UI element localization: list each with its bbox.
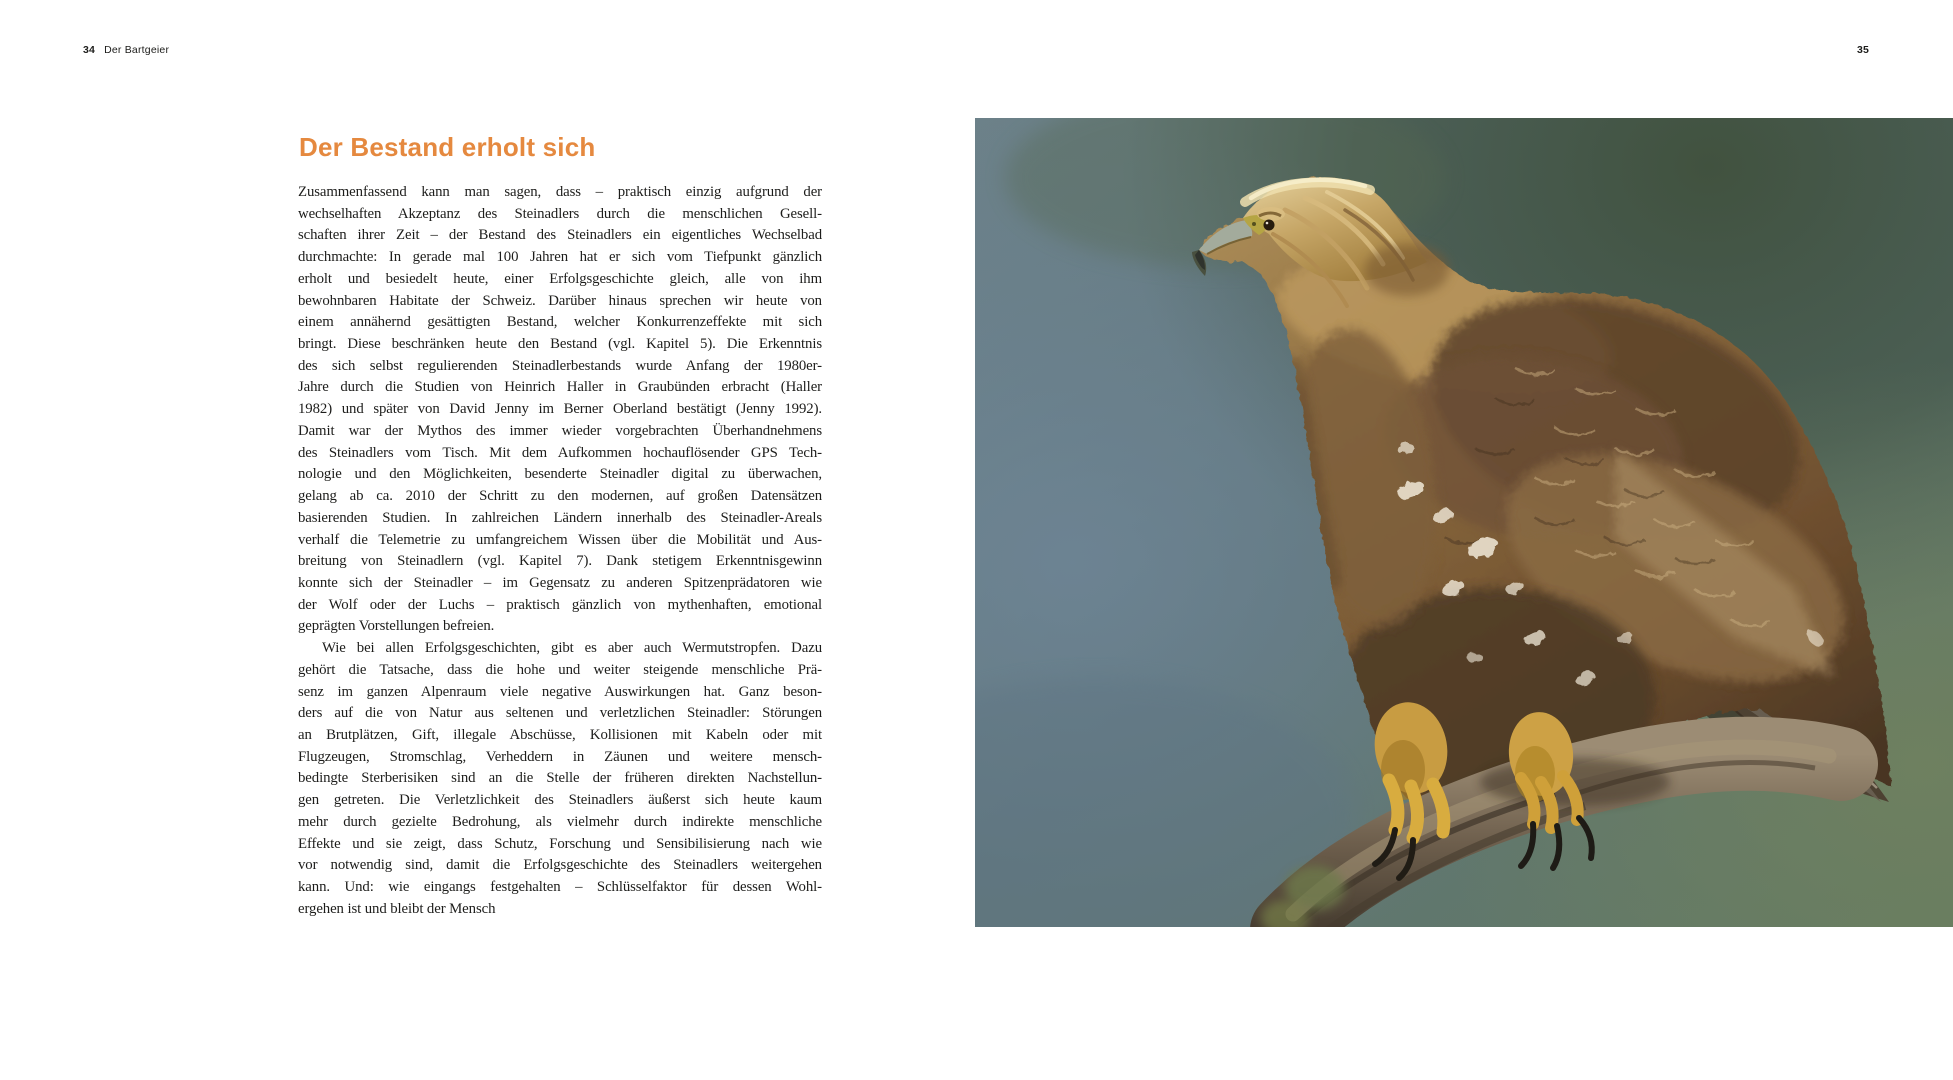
body-text-line: bedingte Sterberisiken sind an die Stelle der früheren direkten Nachstellun- — [298, 770, 822, 787]
body-text-line: Jahre durch die Studien von Heinrich Haller in Graubünden erbracht (Haller — [298, 379, 822, 396]
body-text-line: konnte sich der Steinadler – im Gegensatz zu anderen Spitzenprädatoren wie — [298, 574, 822, 591]
body-text-line: nologie und den Möglichkeiten, besenderte Steinadler digital zu überwachen, — [298, 466, 822, 483]
eagle-photo — [975, 118, 1953, 927]
body-text-line: des Steinadlers vom Tisch. Mit dem Aufkommen hochauflösender GPS Tech- — [298, 444, 822, 461]
body-text-line: an Brutplätzen, Gift, illegale Abschüsse, Kollisionen mit Kabeln oder mit — [298, 726, 822, 743]
body-text-line: breitung von Steinadlern (vgl. Kapitel 7). Dank stetigem Erkenntnisgewinn — [298, 553, 822, 570]
body-text-line: gehört die Tatsache, dass die hohe und weiter steigende menschliche Prä- — [298, 661, 822, 678]
body-text — [298, 182, 822, 920]
page-number-right: 35 — [1857, 44, 1870, 56]
running-header-title: Der Bartgeier — [104, 44, 170, 56]
body-text-line: ergehen ist und bleibt der Mensch — [298, 900, 496, 917]
body-text-line: Damit war der Mythos des immer wieder vorgebrachten Überhandnehmens — [298, 422, 822, 439]
body-text-line: basierenden Studien. In zahlreichen Ländern innerhalb des Steinadler-Areals — [298, 509, 822, 526]
body-text-line: bringt. Diese beschränken heute den Bestand (vgl. Kapitel 5). Die Erkenntnis — [298, 336, 822, 353]
body-text-line: geprägten Vorstellungen befreien. — [298, 618, 495, 635]
body-text-line: kann. Und: wie eingangs festgehalten – Schlüsselfaktor für dessen Wohl- — [298, 879, 822, 895]
body-text-line: Zusammenfassend kann man sagen, dass – praktisch einzig aufgrund der — [298, 184, 822, 200]
section-heading: Der Bestand erholt sich — [299, 132, 596, 163]
body-text-line: erholt und besiedelt heute, einer Erfolgsgeschichte gleich, alle von ihm — [298, 270, 822, 287]
body-text-line: 1982) und später von David Jenny im Berner Oberland bestätigt (Jenny 1992). — [298, 401, 822, 418]
body-text-line: Wie bei allen Erfolgsgeschichten, gibt es aber auch Wermutstropfen. Dazu — [322, 640, 822, 657]
body-text-line: ders auf die von Natur aus seltenen und verletzlichen Steinadler: Störungen — [298, 705, 822, 722]
body-text-line: vor notwendig sind, damit die Erfolgsgeschichte des Steinadlers weitergehen — [298, 857, 822, 874]
body-text-line: des sich selbst regulierenden Steinadlerbestands wurde Anfang der 1980er- — [298, 357, 822, 374]
body-text-line: mehr durch gezielte Bedrohung, als vielmehr durch indirekte menschliche — [298, 813, 822, 830]
running-header-left — [83, 44, 169, 56]
body-text-line: einem annähernd gesättigten Bestand, welcher Konkurrenzeffekte mit sich — [298, 314, 822, 331]
body-text-line: Flugzeugen, Stromschlag, Verheddern in Zäunen und weitere mensch- — [298, 748, 822, 765]
body-text-line: verhalf die Telemetrie zu umfangreichem Wissen über die Mobilität und Aus- — [298, 531, 822, 548]
body-text-line: schaften ihrer Zeit – der Bestand des Steinadlers ein eigentliches Wechselbad — [298, 227, 822, 244]
body-text-line: senz im ganzen Alpenraum viele negative Auswirkungen hat. Ganz beson- — [298, 683, 822, 700]
body-text-line: durchmachte: In gerade mal 100 Jahren hat er sich vom Tiefpunkt gänzlich — [298, 249, 822, 266]
body-text-line: gelang ab ca. 2010 der Schritt zu den modernen, auf großen Datensätzen — [298, 488, 822, 505]
body-text-line: wechselhaften Akzeptanz des Steinadlers durch die menschlichen Gesell- — [298, 205, 822, 222]
page-number-left: 34 — [83, 44, 96, 56]
body-text-line: der Wolf oder der Luchs – praktisch gänzlich von mythenhaften, emotional — [298, 596, 822, 613]
body-text-line: gen getreten. Die Verletzlichkeit des Steinadlers äußerst sich heute kaum — [298, 792, 822, 809]
body-text-line: Effekte und sie zeigt, dass Schutz, Forschung und Sensibilisierung nach wie — [298, 835, 822, 852]
eagle-photo-illustration — [975, 118, 1953, 927]
body-text-line: bewohnbaren Habitate der Schweiz. Darüber hinaus sprechen wir heute von — [298, 292, 822, 309]
